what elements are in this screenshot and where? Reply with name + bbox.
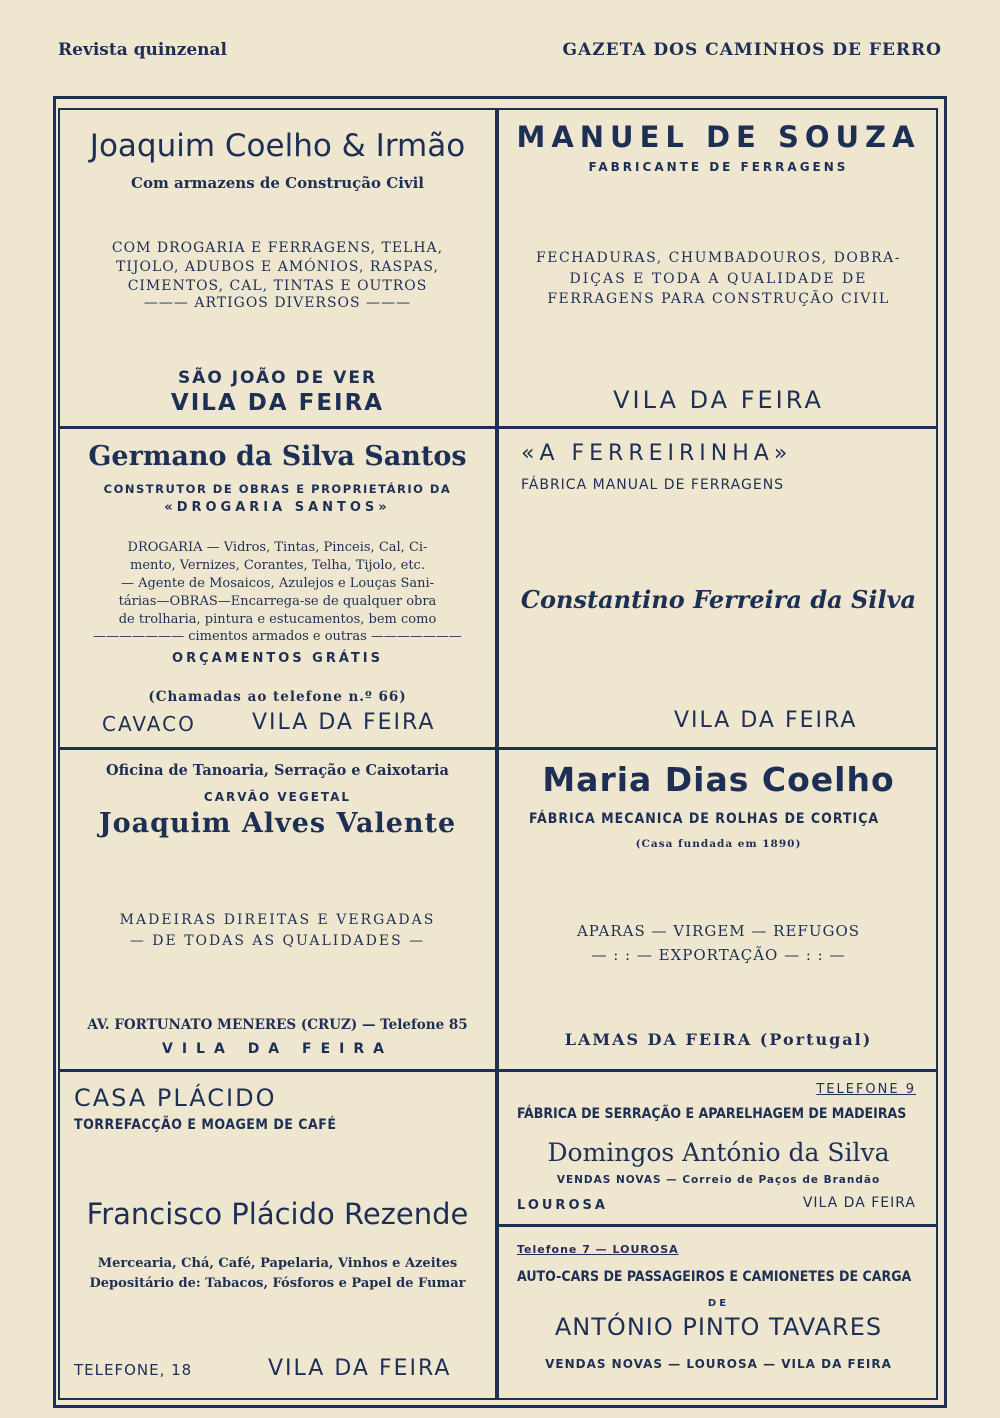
ad-place: SÃO JOÃO DE VER	[177, 368, 378, 388]
ad-text-line: FERRAGENS PARA CONSTRUÇÃO CIVIL	[547, 291, 890, 307]
ad-text-line: tárias—OBRAS—Encarrega-se de qualquer obra	[118, 594, 437, 609]
ad-subtitle: TORREFACÇÃO E MOAGEM DE CAFÉ	[74, 1117, 337, 1133]
ad-highlight: ORÇAMENTOS GRÁTIS	[172, 651, 383, 666]
ad-maria-dias-coelho	[499, 750, 938, 1069]
ad-title: MANUEL DE SOUZA	[516, 120, 921, 154]
ad-text-line: ——————— cimentos armados e outras ———————	[93, 629, 462, 644]
ad-line: CARVÃO VEGETAL	[203, 790, 352, 804]
ad-place: VILA DA FEIRA	[170, 390, 385, 416]
ad-address: AV. FORTUNATO MENERES (CRUZ) — Telefone 85	[87, 1017, 468, 1033]
ad-title: ANTÓNIO PINTO TAVARES	[554, 1313, 883, 1341]
ad-text-line: TIJOLO, ADUBOS E AMÓNIOS, RASPAS,	[116, 259, 439, 275]
ad-place: VILA DA FEIRA	[674, 708, 858, 733]
ad-place: VILA DA FEIRA	[802, 1195, 916, 1211]
ad-domingos-antonio-silva	[499, 1072, 938, 1224]
ad-subtitle: AUTO-CARS DE PASSAGEIROS E CAMIONETES DE CARGA	[517, 1269, 912, 1285]
ad-joaquim-alves-valente	[60, 750, 495, 1069]
ad-line: Oficina de Tanoaria, Serração e Caixotaria	[106, 762, 449, 779]
ad-text-line: MADEIRAS DIREITAS E VERGADAS	[119, 912, 436, 928]
ad-address: VENDAS NOVAS — LOUROSA — VILA DA FEIRA	[545, 1357, 892, 1371]
ad-subtitle: Com armazens de Construção Civil	[131, 174, 424, 192]
ad-phone: (Chamadas ao telefone n.º 66)	[148, 689, 407, 705]
ad-subtitle: FÁBRICA MANUAL DE FERRAGENS	[521, 477, 785, 493]
ad-title: «A FERREIRINHA»	[521, 441, 793, 466]
ad-title: Domingos António da Silva	[547, 1138, 890, 1167]
ad-title: CASA PLÁCIDO	[74, 1084, 277, 1112]
ad-subtitle: FÁBRICA MECANICA DE ROLHAS DE CORTIÇA	[529, 811, 880, 827]
ad-place: VILA DA FEIRA	[613, 386, 824, 414]
ad-casa-placido	[60, 1072, 495, 1400]
ad-place: VILA DA FEIRA	[252, 710, 436, 735]
ad-subtitle: «DROGARIA SANTOS»	[164, 500, 391, 515]
ad-text-line: Depositário de: Tabacos, Fósforos e Papel de Fumar	[89, 1276, 466, 1291]
ad-title: Maria Dias Coelho	[542, 760, 895, 799]
ad-owner: Constantino Ferreira da Silva	[520, 585, 917, 614]
ad-phone: TELEFONE 9	[816, 1082, 916, 1097]
ad-text-line: COM DROGARIA E FERRAGENS, TELHA,	[111, 240, 444, 256]
ad-place: VILA DA FEIRA	[268, 1356, 452, 1381]
ad-title: Germano da Silva Santos	[88, 441, 467, 472]
ad-subtitle: CONSTRUTOR DE OBRAS E PROPRIETÁRIO DA	[103, 482, 452, 496]
ad-phone: TELEFONE, 18	[74, 1361, 193, 1379]
ad-address: VENDAS NOVAS — Correio de Paços de Brandão	[556, 1174, 881, 1186]
ad-text-line: de trolharia, pintura e estucamentos, bem como	[118, 612, 437, 627]
ad-text-line: — Agente de Mosaicos, Azulejos e Louças Sani-	[120, 576, 435, 591]
ad-text-line: DROGARIA — Vidros, Tintas, Pinceis, Cal, Ci-	[127, 540, 428, 555]
ad-title: Joaquim Alves Valente	[98, 808, 457, 839]
ad-founded: (Casa fundada em 1890)	[635, 838, 802, 850]
header-right: GAZETA DOS CAMINHOS DE FERRO	[562, 40, 942, 60]
ad-text-line: CIMENTOS, CAL, TINTAS E OUTROS	[127, 278, 428, 294]
ad-text-line: DIÇAS E TODA A QUALIDADE DE	[569, 271, 868, 287]
ad-text-line: — : : — EXPORTAÇÃO — : : —	[591, 946, 846, 964]
header-left: Revista quinzenal	[58, 40, 228, 60]
ad-text-line: mento, Vernizes, Corantes, Telha, Tijolo, etc.	[130, 558, 425, 573]
ad-text-line: FECHADURAS, CHUMBADOUROS, DOBRA-	[536, 250, 901, 266]
ad-subtitle: FÁBRICA DE SERRAÇÃO E APARELHAGEM DE MADEIRAS	[517, 1106, 907, 1122]
ad-germano-silva-santos	[60, 429, 495, 747]
ad-text-line: — DE TODAS AS QUALIDADES —	[129, 933, 426, 949]
ad-text-line: APARAS — VIRGEM — REFUGOS	[576, 922, 861, 940]
ad-phone: Telefone 7 — LOUROSA	[517, 1243, 679, 1256]
ad-left-label: CAVACO	[102, 712, 196, 736]
ad-text-line: Mercearia, Chá, Café, Papelaria, Vinhos e Azeites	[97, 1256, 458, 1271]
ad-title: Joaquim Coelho & Irmão	[89, 128, 466, 164]
ad-owner: Francisco Plácido Rezende	[86, 1197, 469, 1231]
ad-text-line: ——— ARTIGOS DIVERSOS ———	[143, 295, 412, 311]
ad-a-ferreirinha	[499, 429, 938, 747]
ad-antonio-pinto-tavares	[499, 1227, 938, 1400]
ad-left-label: LOUROSA	[517, 1198, 608, 1213]
ad-connector: DE	[707, 1298, 730, 1309]
ad-place: VILA DA FEIRA	[162, 1041, 393, 1057]
ad-subtitle: FABRICANTE DE FERRAGENS	[588, 160, 849, 174]
ad-manuel-de-souza	[499, 110, 938, 426]
ad-place: LAMAS DA FEIRA (Portugal)	[564, 1030, 873, 1049]
ad-joaquim-coelho	[60, 110, 495, 426]
